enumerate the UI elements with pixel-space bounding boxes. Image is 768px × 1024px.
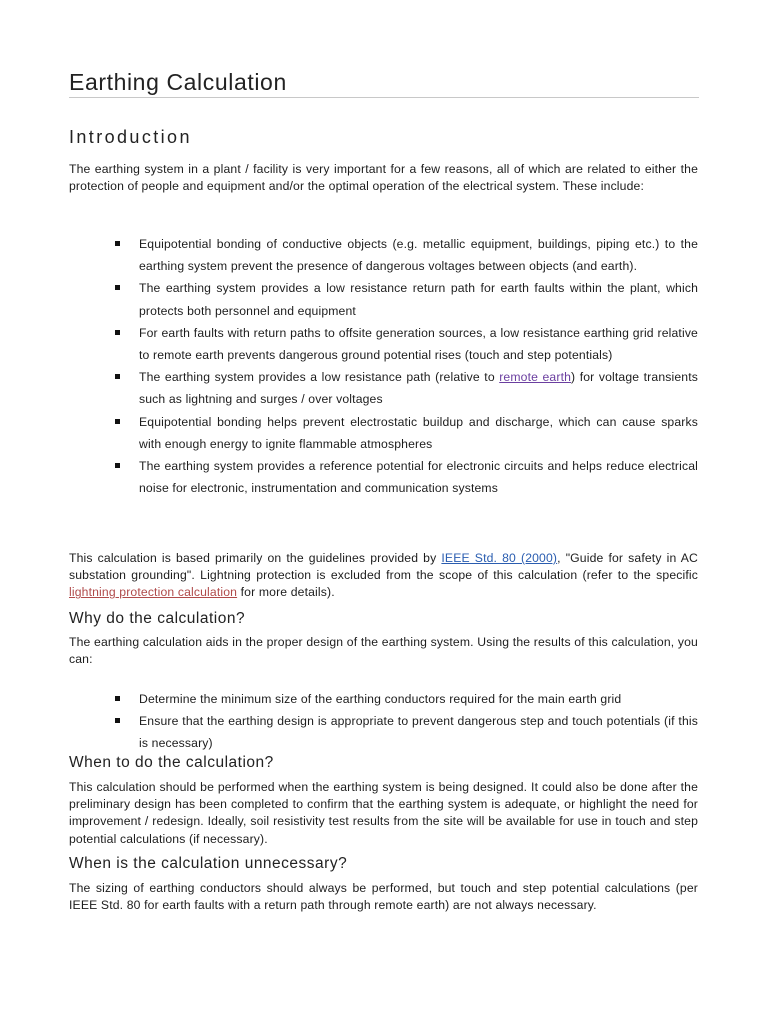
list-item-text: Ensure that the earthing design is appropriate to prevent dangerous step and touch potentials (if this is necessary) [139, 714, 698, 751]
page-title: Earthing Calculation [69, 68, 699, 98]
unnecessary-heading: When is the calculation unnecessary? [69, 855, 348, 872]
bullet-icon [115, 374, 120, 379]
introduction-paragraph: The earthing system in a plant / facility is very important for a few reasons, all of which are related to either the protection of people and equipment and/or the optimal operation of the electrical system. These include: [69, 162, 698, 194]
list-item [113, 277, 698, 321]
ieee-std-80-link[interactable]: IEEE Std. 80 (2000) [441, 551, 558, 565]
lightning-protection-link[interactable]: lightning protection calculation [69, 585, 238, 600]
list-item-text: For earth faults with return paths to offsite generation sources, a low resistance earthing grid relative to remote earth prevents dangerous ground potential rises (touch and step potentials) [139, 325, 698, 363]
list-item [113, 233, 698, 277]
list-item-text-after: ) for voltage transients such as lightning and surges / over voltages [139, 370, 698, 407]
why-paragraph: The earthing calculation aids in the proper design of the earthing system. Using the results of this calculation, you can: [69, 635, 698, 667]
bullet-icon [115, 330, 120, 335]
when-paragraph: This calculation should be performed when the earthing system is being designed. It could also be done after the preliminary design has been completed to confirm that the earthing system is adequate, or highlight the need for improvement / redesign. Ideally, soil resistivity test results from the site will be available for use in touch and step potential calculations (if necessary). [69, 780, 698, 846]
list-item [113, 366, 698, 410]
list-item [113, 455, 698, 499]
list-item [113, 688, 698, 710]
basis-text-3: for more details). [237, 585, 335, 600]
list-item [113, 710, 698, 754]
basis-text-2: , "Guide for safety in AC substation grounding". Lightning protection is excluded from the scope of this calculation (refer to the specific [69, 551, 698, 583]
list-item [113, 322, 698, 366]
remote-earth-link[interactable]: remote earth [499, 370, 572, 385]
when-heading: When to do the calculation? [69, 754, 274, 771]
bullet-icon [115, 285, 120, 290]
list-item-text: Determine the minimum size of the earthing conductors required for the main earth grid [139, 692, 622, 706]
bullet-icon [115, 241, 120, 246]
list-item-text: The earthing system provides a reference potential for electronic circuits and helps reduce electrical noise for electronic, instrumentation and communication systems [139, 459, 698, 496]
list-item-text: The earthing system provides a low resistance return path for earth faults within the plant, which protects both personnel and equipment [139, 281, 698, 318]
list-item-text: Equipotential bonding helps prevent electrostatic buildup and discharge, which can cause sparks with enough energy to ignite flammable atmospheres [139, 414, 698, 451]
why-bullet-list [113, 688, 698, 755]
basis-paragraph [69, 550, 698, 602]
list-item-text-before: The earthing system provides a low resistance path (relative to [139, 370, 500, 385]
bullet-icon [115, 463, 120, 468]
list-item [113, 411, 698, 455]
bullet-icon [115, 718, 120, 723]
list-item-text: Equipotential bonding of conductive objects (e.g. metallic equipment, buildings, piping etc.) to the earthing system prevent the presence of dangerous voltages between objects (and earth). [139, 237, 698, 274]
basis-text-1: This calculation is based primarily on the guidelines provided by [69, 551, 442, 565]
why-heading: Why do the calculation? [69, 610, 246, 627]
introduction-bullet-list [113, 233, 698, 499]
unnecessary-paragraph: The sizing of earthing conductors should always be performed, but touch and step potential calculations (per IEEE Std. 80 for earth faults with a return path through remote earth) are not always necessary. [69, 881, 698, 913]
bullet-icon [115, 696, 120, 701]
introduction-heading: Introduction [69, 127, 192, 147]
bullet-icon [115, 419, 120, 424]
